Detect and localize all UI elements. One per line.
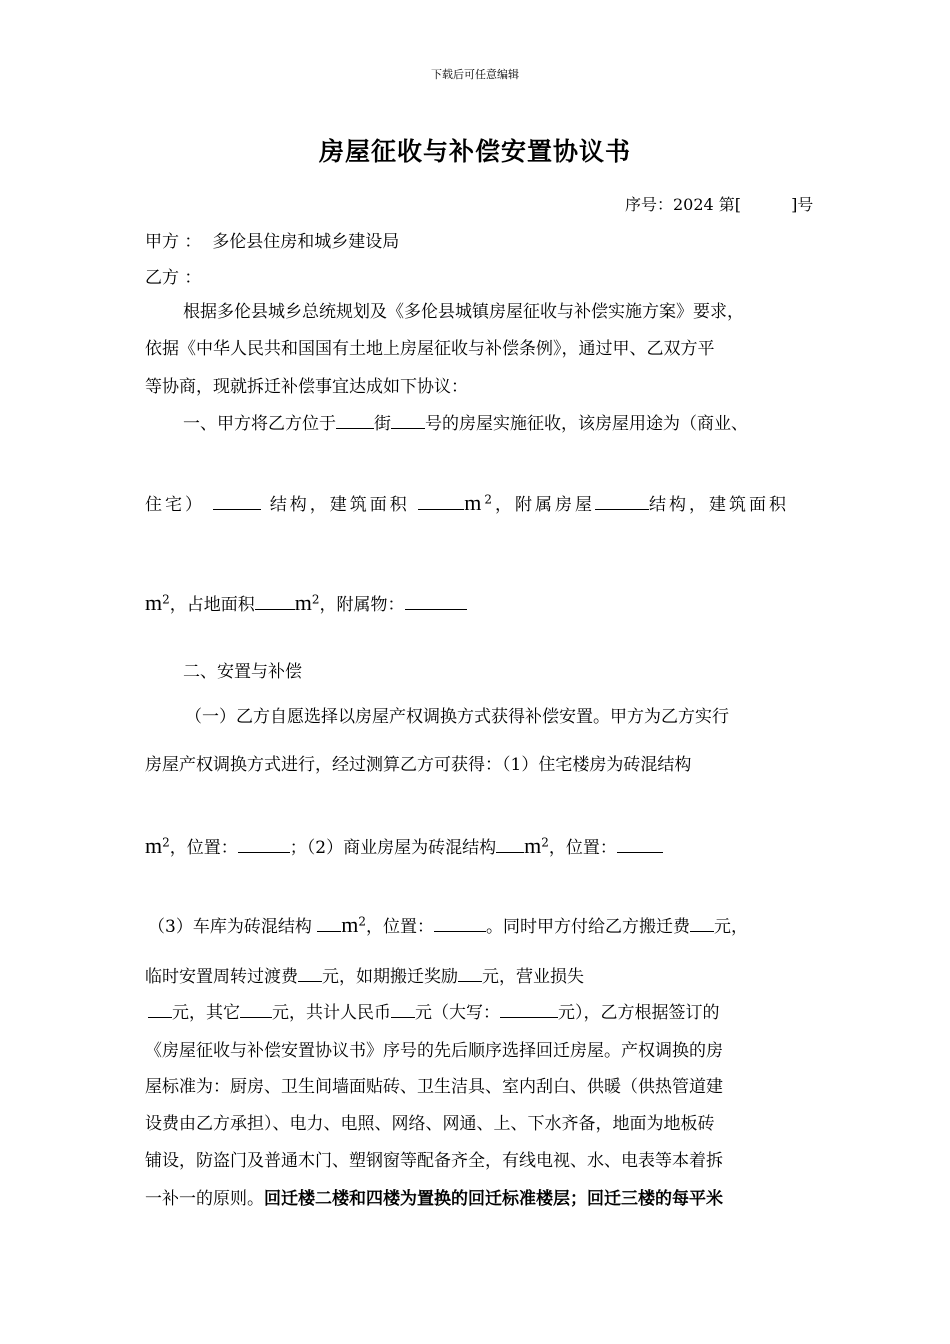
sec2-heading: 二、安置与补偿 (183, 662, 302, 682)
sec1-line-3 (145, 590, 467, 616)
text: ，附属房屋 (494, 495, 595, 515)
sec2-line-1: （一）乙方自愿选择以房屋产权调换方式获得补偿安置。甲方为乙方实行 (185, 707, 729, 727)
page-header: 下载后可任意编辑 (431, 68, 519, 81)
serial-prefix: 序号：2024 第[ (625, 195, 742, 214)
text: 元，共计人民币 (272, 1003, 391, 1023)
blank-field (595, 495, 649, 510)
intro-line-2: 依据《中华人民共和国国有土地上房屋征收与补偿条例》，通过甲、乙双方平 (145, 339, 715, 359)
intro-line-3: 等协商，现就拆迁补偿事宜达成如下协议： (145, 377, 468, 397)
serial-number (625, 192, 813, 215)
serial-suffix: ]号 (791, 195, 814, 214)
unit: m (524, 833, 542, 858)
blank-field (240, 1003, 272, 1018)
unit: m (341, 912, 359, 937)
unit: m (464, 490, 485, 515)
blank-field (148, 1003, 172, 1018)
sec2-line-4 (148, 912, 748, 938)
sec2-line-10: 铺设，防盗门及普通木门、塑钢窗等配备齐全，有线电视、水、电表等本着拆 (145, 1151, 723, 1171)
text: 。同时甲方付给乙方搬迁费 (486, 917, 690, 937)
text: 元， (714, 917, 748, 937)
text: ，位置： (548, 838, 617, 858)
unit-sup: 2 (484, 492, 495, 507)
party-b-label: 乙方 ： (145, 268, 202, 288)
text: ，占地面积 (169, 595, 255, 615)
blank-field (434, 917, 486, 932)
blank-field (317, 917, 341, 932)
sec2-line-2: 房屋产权调换方式进行，经过测算乙方可获得：（1）住宅楼房为砖混结构 (145, 755, 692, 775)
blank-field (418, 495, 464, 510)
blank-field (391, 1003, 415, 1018)
text: 元），乙方根据签订的 (558, 1003, 720, 1023)
sec2-line-5 (145, 962, 584, 987)
sec2-line-8: 屋标准为：厨房、卫生间墙面贴砖、卫生洁具、室内刮白、供暖（供热管道建 (145, 1077, 723, 1097)
sec2-line-9: 设费由乙方承担）、电力、电照、网络、网通、上、下水齐备，地面为地板砖 (145, 1114, 715, 1134)
unit-sup: 2 (162, 592, 170, 607)
unit-sup: 2 (311, 592, 320, 607)
text: ；（2）商业房屋为砖混结构 (289, 838, 497, 858)
sec2-line-7: 《房屋征收与补偿安置协议书》序号的先后顺序选择回迁房屋。产权调换的房 (145, 1041, 723, 1061)
text: 元，如期搬迁奖励 (322, 967, 458, 987)
party-b (145, 263, 201, 288)
sec1-line-1 (183, 409, 748, 434)
unit: m (294, 590, 312, 615)
blank-field (391, 414, 425, 429)
party-a-name: 多伦县住房和城乡建设局 (212, 232, 400, 252)
text: ，附属物： (319, 595, 405, 615)
unit-sup: 2 (162, 835, 170, 850)
party-a (145, 227, 399, 252)
party-a-label: 甲方 ： (145, 232, 202, 252)
intro-line-1: 根据多伦县城乡总统规划及《多伦县城镇房屋征收与补偿实施方案》要求， (183, 302, 744, 322)
sec1-line-2 (145, 490, 789, 516)
text: 元（大写： (415, 1003, 500, 1023)
sec2-line-6 (148, 998, 720, 1023)
text: ，位置： (169, 838, 238, 858)
blank-field (405, 595, 467, 610)
blank-field (617, 838, 663, 853)
blank-field (458, 967, 482, 982)
bold-text: 回迁楼二楼和四楼为置换的回迁标准楼层；回迁三楼的每平米 (264, 1189, 723, 1209)
text: 结构，建筑面积 (269, 495, 410, 515)
unit-sup: 2 (541, 835, 549, 850)
text: 街 (374, 414, 391, 434)
text: 一、甲方将乙方位于 (183, 414, 336, 434)
sec2-line-3 (145, 833, 663, 859)
unit: m (145, 833, 163, 858)
text: 号的房屋实施征收，该房屋用途为（商业、 (425, 414, 748, 434)
blank-field (238, 838, 290, 853)
unit: m (145, 590, 163, 615)
document-title: 房屋征收与补偿安置协议书 (318, 137, 631, 166)
blank-field (500, 1003, 558, 1018)
text: 元，其它 (172, 1003, 240, 1023)
text: 一补一的原则。 (145, 1189, 264, 1209)
text: （3）车库为砖混结构 (148, 917, 312, 937)
text: ，位置： (366, 917, 434, 937)
text: 结构，建筑面积 (648, 495, 789, 515)
blank-field (255, 595, 295, 610)
text: 临时安置周转过渡费 (145, 967, 298, 987)
blank-field (496, 838, 524, 853)
unit-sup: 2 (358, 914, 366, 929)
text: 住宅） (145, 495, 205, 515)
blank-field (690, 917, 714, 932)
sec2-line-11 (145, 1184, 723, 1209)
blank-field (336, 414, 374, 429)
blank-field (213, 495, 261, 510)
blank-field (298, 967, 322, 982)
text: 元，营业损失 (482, 967, 584, 987)
